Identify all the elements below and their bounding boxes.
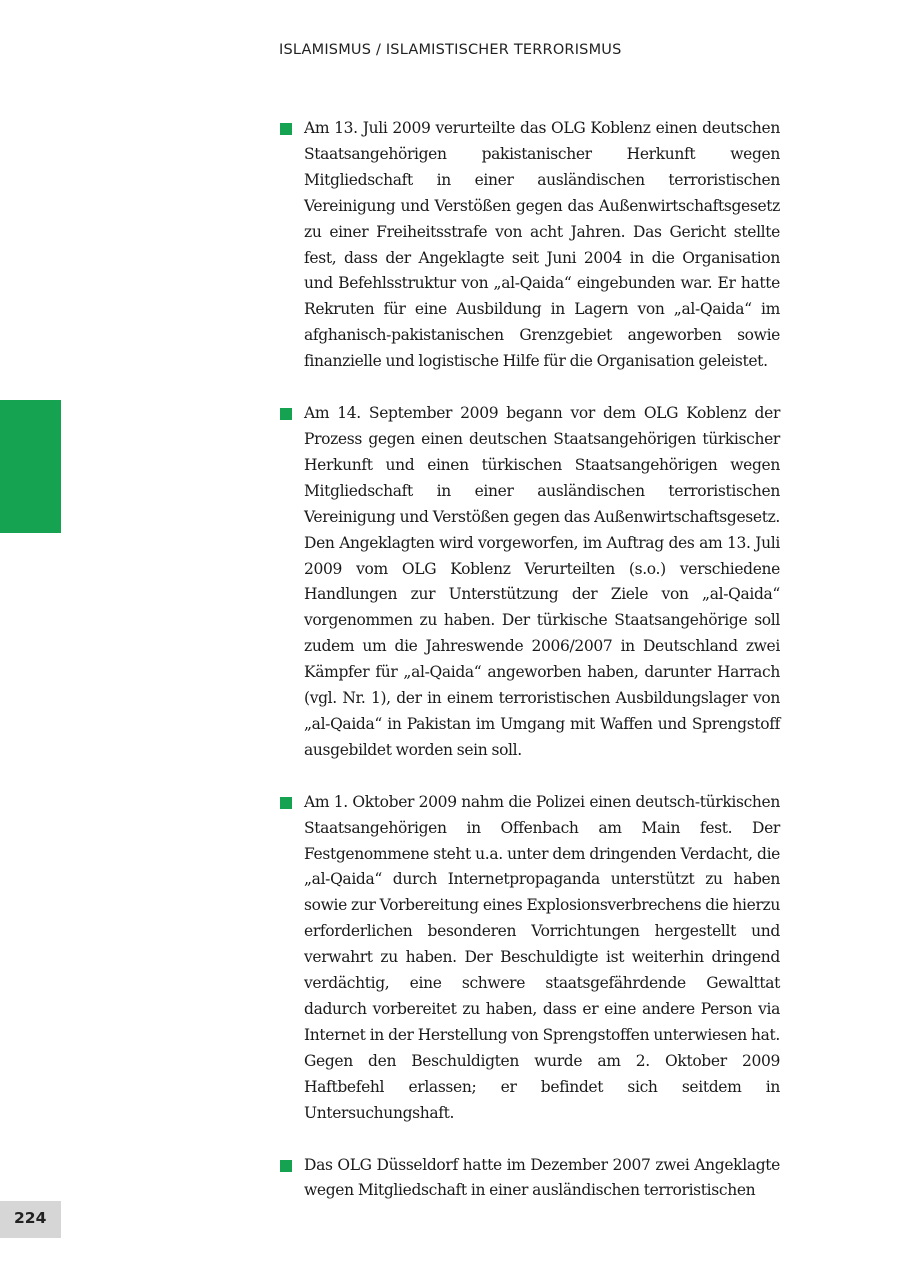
square-bullet-icon (280, 1160, 292, 1172)
chapter-tab-marker (0, 400, 61, 533)
running-header: ISLAMISMUS / ISLAMISTISCHER TERRORISMUS (279, 42, 622, 58)
list-item (280, 790, 780, 1127)
main-content (280, 116, 780, 1230)
list-item (280, 116, 780, 375)
square-bullet-icon (280, 797, 292, 809)
list-item-text: Am 14. September 2009 begann vor dem OLG Koblenz der Prozess gegen einen deutschen Staatsangehörigen türkischer Herkunft und einen türkischen Staatsangehörigen wegen Mitgliedschaft in einer ausländischen terroristischen Vereinigung und Verstößen gegen das Außenwirtschaftsgesetz. Den Angeklagten wird vorgeworfen, im Auftrag des am 13. Juli 2009 vom OLG Koblenz Verurteilten (s.o.) verschiedene Handlungen zur Unterstützung der Ziele von „al-Qaida“ vorgenommen zu haben. Der türkische Staatsangehörige soll zudem um die Jahreswende 2006/2007 in Deutschland zwei Kämpfer für „al-Qaida“ angeworben haben, darunter Harrach (vgl. Nr. 1), der in einem terroristischen Ausbildungslager von „al-Qaida“ in Pakistan im Umgang mit Waffen und Sprengstoff ausgebildet worden sein soll. (304, 404, 780, 759)
list-item (280, 1153, 780, 1205)
list-item-text: Am 1. Oktober 2009 nahm die Polizei einen deutsch-türkischen Staatsangehörigen in Offenbach am Main fest. Der Festgenommene steht u.a. unter dem dringenden Verdacht, die „al-Qaida“ durch Internetpropaganda unterstützt zu haben sowie zur Vorbereitung eines Explosionsverbrechens die hierzu erforderlichen besonderen Vorrichtungen hergestellt und verwahrt zu haben. Der Beschuldigte ist weiterhin dringend verdächtig, eine schwere staatsgefährdende Gewalttat dadurch vorbereitet zu haben, dass er eine andere Person via Internet in der Herstellung von Sprengstoffen unterwiesen hat. Gegen den Beschuldigten wurde am 2. Oktober 2009 Haftbefehl erlassen; er befindet sich seitdem in Untersuchungshaft. (304, 792, 780, 1122)
list-item (280, 401, 780, 764)
square-bullet-icon (280, 408, 292, 420)
list-item-text: Am 13. Juli 2009 verurteilte das OLG Koblenz einen deutschen Staatsangehörigen pakistanischer Herkunft wegen Mitgliedschaft in einer ausländischen terroristischen Vereinigung und Verstößen gegen das Außenwirtschaftsgesetz zu einer Freiheitsstrafe von acht Jahren. Das Gericht stellte fest, dass der Angeklagte seit Juni 2004 in die Organisation und Befehlsstruktur von „al-Qaida“ eingebunden war. Er hatte Rekruten für eine Ausbildung in Lagern von „al-Qaida“ im afghanisch-pakistanischen Grenzgebiet angeworben sowie finanzielle und logistische Hilfe für die Organisation geleistet. (304, 119, 780, 371)
page-number-box (0, 1201, 61, 1238)
list-item-text: Das OLG Düsseldorf hatte im Dezember 2007 zwei Angeklagte wegen Mitgliedschaft in einer ausländischen terroristischen (304, 1155, 780, 1200)
page-number: 224 (14, 1209, 47, 1227)
square-bullet-icon (280, 123, 292, 135)
